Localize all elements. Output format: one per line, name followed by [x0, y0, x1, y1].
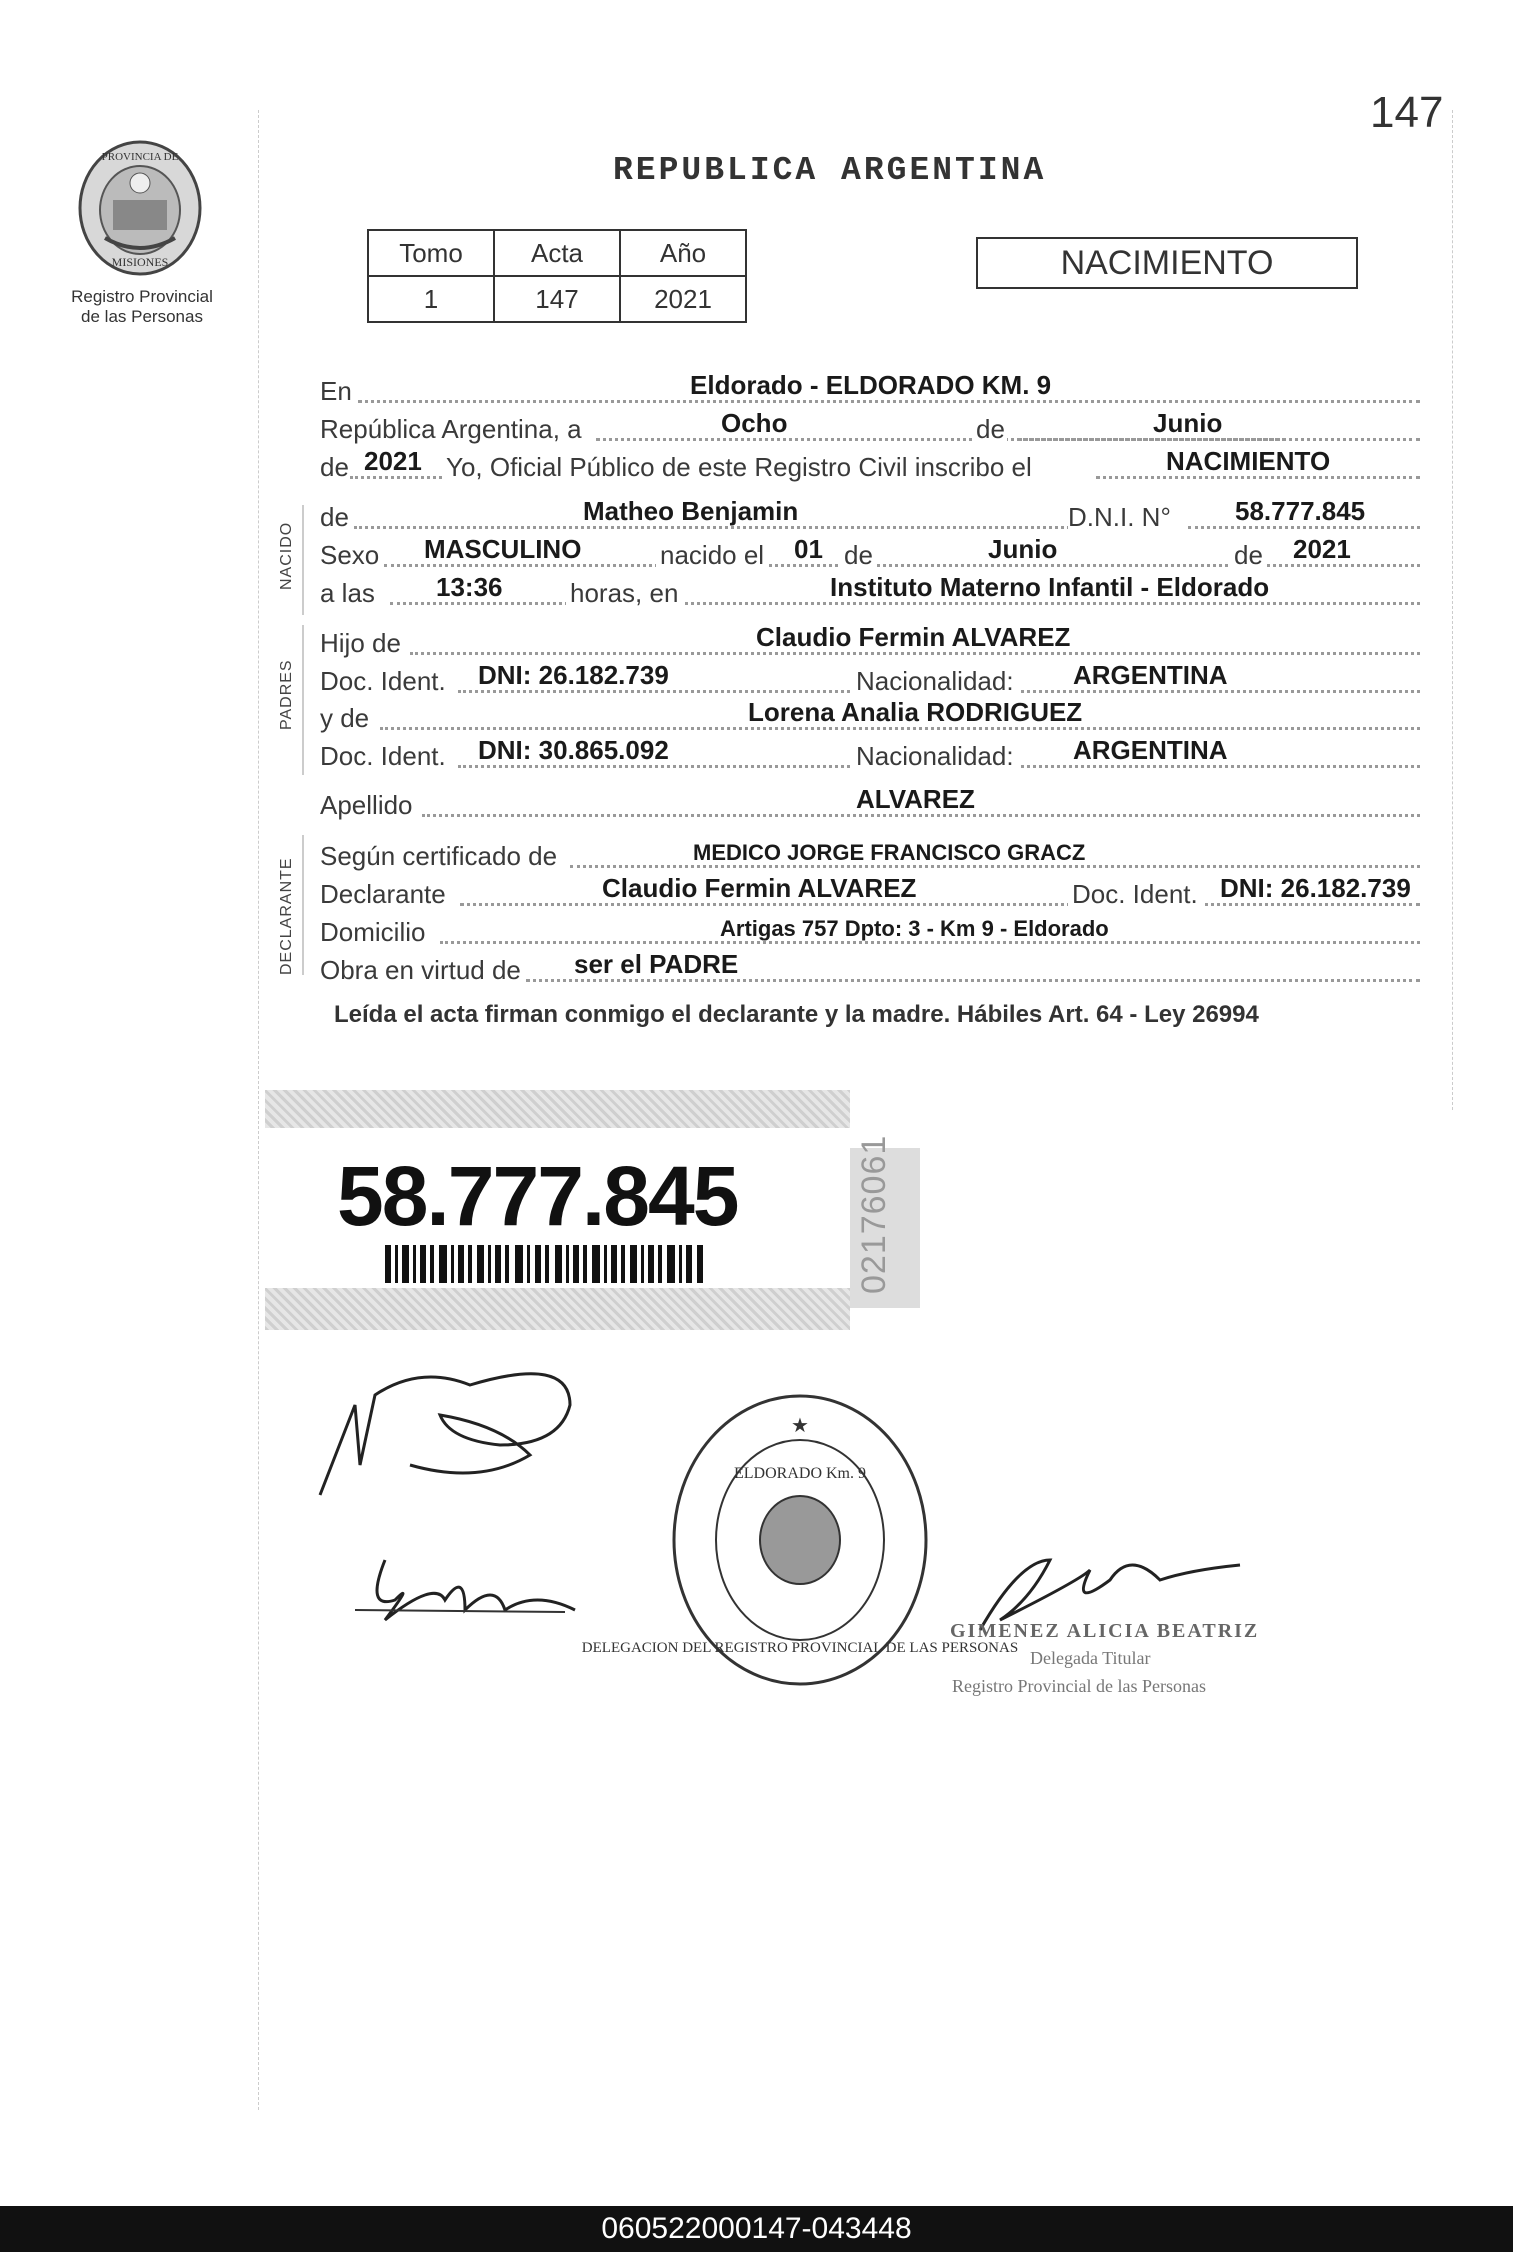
- value-sexo: MASCULINO: [424, 534, 582, 564]
- value-anio: 2021: [620, 276, 746, 322]
- row-lugar: [318, 370, 1420, 407]
- row-fecha: [318, 408, 1420, 445]
- seal-emblem-icon: [760, 1496, 840, 1584]
- label-hijo-de: Hijo de: [320, 628, 401, 658]
- misiones-emblem-logo: [75, 138, 205, 278]
- value-dia: Ocho: [721, 408, 788, 438]
- value-padre-doc: DNI: 26.182.739: [478, 660, 669, 690]
- label-nacido: nacido el: [656, 540, 768, 571]
- closing-note: Leída el acta firman conmigo el declarante y la madre. Hábiles Art. 64 - Ley 26994: [334, 1001, 1259, 1028]
- reference-table: [367, 229, 747, 323]
- label-madre-nacionalidad: Nacionalidad:: [852, 741, 1018, 772]
- declarante-signature: [300, 1345, 600, 1505]
- label-declarante: Declarante: [320, 879, 446, 909]
- value-declarante: Claudio Fermin ALVAREZ: [602, 873, 917, 903]
- margin-guide-left: [258, 110, 259, 2110]
- official-role: Delegada Titular: [1030, 1648, 1151, 1668]
- reference-table-value-row: [368, 276, 746, 322]
- label-apellido: Apellido: [320, 790, 413, 820]
- label-horas-en: horas, en: [566, 578, 682, 609]
- label-obra-en-virtud: Obra en virtud de: [320, 955, 521, 985]
- header-acta: Acta: [494, 230, 620, 276]
- row-certificado: [318, 838, 1420, 872]
- official-name: GIMENEZ ALICIA BEATRIZ: [950, 1620, 1260, 1642]
- row-obra: [318, 949, 1420, 986]
- logo-text-bottom: MISIONES: [111, 255, 169, 269]
- value-lugar-nacimiento: Instituto Materno Infantil - Eldorado: [830, 572, 1270, 602]
- row-sexo: [318, 534, 1420, 571]
- label-de-nombre: de: [320, 502, 349, 532]
- serial-number: 02176061: [855, 1134, 893, 1294]
- label-declarante-doc: Doc. Ident.: [1068, 879, 1202, 910]
- value-anio-inscripcion: 2021: [364, 446, 422, 476]
- label-de-nac-mes: de: [840, 540, 877, 571]
- barcode-icon: [385, 1245, 705, 1283]
- label-de-nac-anio: de: [1230, 540, 1267, 571]
- value-madre: Lorena Analia RODRIGUEZ: [748, 697, 1083, 727]
- value-mes: Junio: [1153, 408, 1223, 438]
- seal-inner-text: ELDORADO Km. 9: [734, 1465, 866, 1482]
- value-inscribo: NACIMIENTO: [1166, 446, 1331, 476]
- side-label-nacido: NACIDO: [278, 521, 295, 590]
- value-madre-doc: DNI: 30.865.092: [478, 735, 669, 765]
- side-label-padres: PADRES: [278, 659, 295, 730]
- label-republica: República Argentina, a: [320, 414, 582, 444]
- value-nac-dia: 01: [794, 534, 823, 564]
- label-y-de: y de: [320, 703, 370, 733]
- value-hora: 13:36: [436, 572, 503, 602]
- svg-text:★: ★: [791, 1415, 809, 1437]
- label-padre-doc: Doc. Ident.: [320, 666, 446, 696]
- footer-code: 060522000147-043448: [0, 2206, 1513, 2252]
- value-padre-nacionalidad: ARGENTINA: [1073, 660, 1228, 690]
- row-nombre: [318, 496, 1420, 533]
- value-padre: Claudio Fermin ALVAREZ: [756, 622, 1071, 652]
- row-inscripcion: [318, 446, 1420, 483]
- label-de-anio: de: [320, 452, 349, 482]
- label-padre-nacionalidad: Nacionalidad:: [852, 666, 1018, 697]
- serial-strip: [850, 1134, 920, 1308]
- logo-caption-line-2: de las Personas: [81, 307, 203, 326]
- label-dni: D.N.I. N°: [1068, 502, 1171, 532]
- reference-table-header-row: [368, 230, 746, 276]
- row-declarante: [318, 873, 1420, 910]
- label-domicilio: Domicilio: [320, 917, 426, 947]
- row-padre: [318, 622, 1420, 659]
- header-tomo: Tomo: [368, 230, 494, 276]
- row-madre: [318, 697, 1420, 734]
- logo-caption-line-1: Registro Provincial: [71, 287, 213, 306]
- value-nac-anio: 2021: [1293, 534, 1351, 564]
- seal-outer-text: DELEGACION DEL REGISTRO PROVINCIAL DE LAS PERSONAS: [581, 1640, 1019, 1656]
- header-anio: Año: [620, 230, 746, 276]
- side-label-declarante: DECLARANTE: [278, 857, 295, 975]
- row-hora-lugar: [318, 572, 1420, 609]
- padres-section-bar: [302, 625, 304, 775]
- row-apellido: [318, 784, 1420, 821]
- page-number: 147: [1370, 88, 1444, 137]
- label-en: En: [320, 376, 352, 406]
- value-dni: 58.777.845: [1235, 496, 1366, 526]
- row-domicilio: [318, 914, 1420, 948]
- label-madre-doc: Doc. Ident.: [320, 741, 446, 771]
- label-alas: a las: [320, 578, 375, 608]
- declarante-section-bar: [302, 835, 304, 975]
- value-acta: 147: [494, 276, 620, 322]
- value-certificado: MEDICO JORGE FRANCISCO GRACZ: [693, 840, 1086, 865]
- record-type-box: NACIMIENTO: [976, 237, 1358, 289]
- nacido-section-bar: [302, 505, 304, 615]
- dni-sticker-number: 58.777.845: [337, 1149, 738, 1243]
- label-inscribo: Yo, Oficial Público de este Registro Civil inscribo el: [446, 452, 1032, 482]
- dni-sticker: [265, 1090, 850, 1330]
- value-domicilio: Artigas 757 Dpto: 3 - Km 9 - Eldorado: [720, 916, 1109, 941]
- value-declarante-doc: DNI: 26.182.739: [1220, 873, 1411, 903]
- value-lugar: Eldorado - ELDORADO KM. 9: [690, 370, 1052, 400]
- value-nombre: Matheo Benjamin: [583, 496, 799, 526]
- value-apellido: ALVAREZ: [856, 784, 975, 814]
- value-madre-nacionalidad: ARGENTINA: [1073, 735, 1228, 765]
- row-padre-doc: [318, 660, 1420, 697]
- label-segun-certificado: Según certificado de: [320, 841, 558, 871]
- margin-guide-right: [1452, 110, 1453, 1110]
- madre-signature: [345, 1540, 585, 1630]
- row-madre-doc: [318, 735, 1420, 772]
- logo-caption: [52, 287, 232, 327]
- official-seal: [581, 1390, 1019, 1690]
- official-organization: Registro Provincial de las Personas: [952, 1676, 1206, 1696]
- value-nac-mes: Junio: [988, 534, 1058, 564]
- value-tomo: 1: [368, 276, 494, 322]
- label-sexo: Sexo: [320, 540, 380, 570]
- label-de-mes: de: [976, 414, 1005, 444]
- value-obra: ser el PADRE: [574, 949, 739, 979]
- page-title: REPUBLICA ARGENTINA: [613, 152, 1047, 189]
- logo-text-top: PROVINCIA DE: [101, 151, 179, 163]
